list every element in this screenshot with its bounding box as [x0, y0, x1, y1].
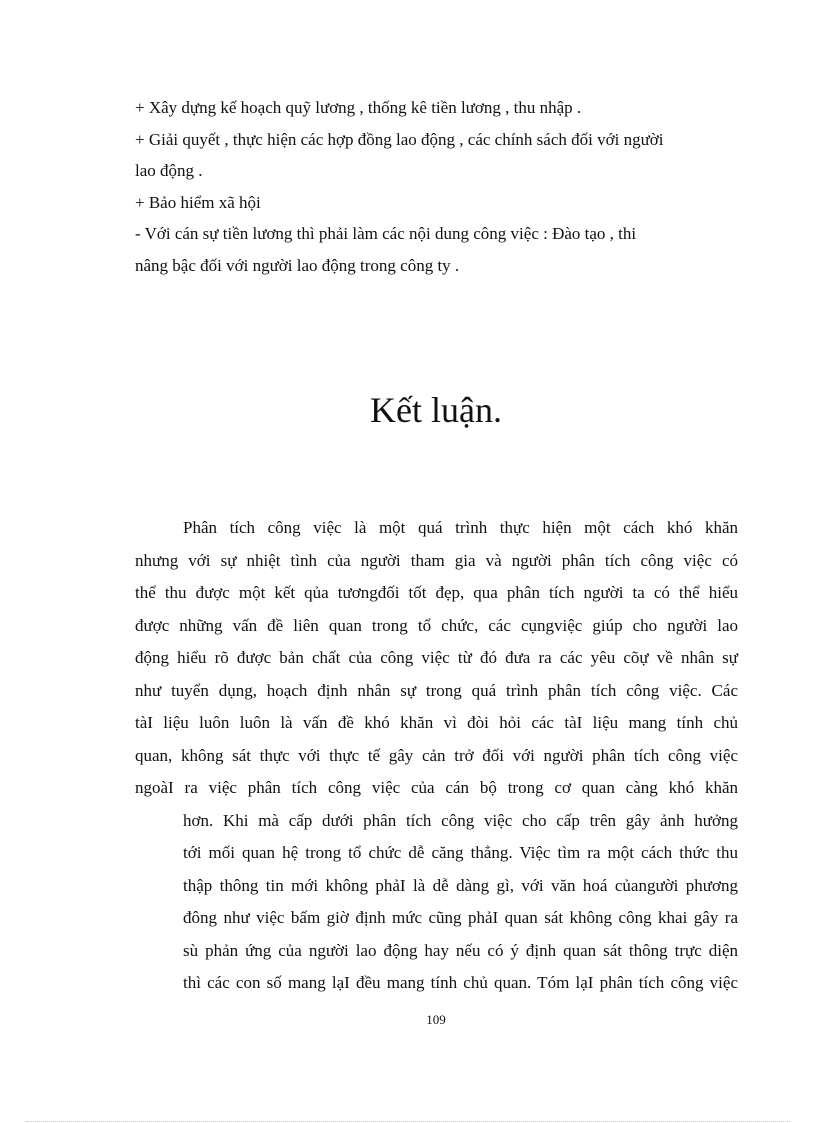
conclusion-paragraph	[135, 512, 738, 1000]
list-line-4: + Bảo hiểm xã hội	[135, 192, 261, 212]
paragraph-line: sù phản ứng của người lao động hay nếu có ý định quan sát thông trực diện	[183, 940, 738, 960]
paragraph-line: thì các con số mang lạI đều mang tính chủ quan. Tóm lạI phân tích công việc	[183, 973, 738, 992]
paragraph-line: hơn. Khi mà cấp dưới phân tích công việc cho cấp trên gây ảnh hưởng	[183, 810, 738, 830]
paragraph-line: như tuyển dụng, hoạch định nhân sự trong quá trình phân tích công việc. Các	[135, 680, 738, 700]
paragraph-line: thập thông tin mới không phảI là dễ dàng gì, với văn hoá củangười phương	[183, 875, 738, 895]
paragraph-line: tàI liệu luôn luôn là vấn đề khó khăn vì đòi hỏi các tàI liệu mang tính chủ	[135, 713, 738, 732]
paragraph-line: đông như việc bấm giờ định mức cũng phảI quan sát không công khai gây ra	[183, 908, 738, 927]
paragraph-line: động hiểu rõ được bản chất của công việc từ đó đưa ra các yêu cõự về nhân sự	[135, 648, 738, 667]
paragraph-line: ngoàI ra việc phân tích công việc của cán bộ trong cơ quan càng khó khăn	[135, 778, 738, 797]
list-line-1: + Xây dựng kế hoạch quỹ lương , thống kê tiền lương , thu nhập .	[135, 98, 582, 117]
paragraph-line: tới mối quan hệ trong tổ chức dễ căng thẳng. Việc tìm ra một cách thức thu	[183, 843, 738, 862]
list-line-5: - Với cán sự tiền lương thì phải làm các nội dung công việc : Đào tạo , thi	[135, 224, 637, 243]
list-line-2: + Giải quyết , thực hiện các hợp đồng lao động , các chính sách đối với người	[135, 129, 664, 149]
paragraph-line: quan, không sát thực với thực tế gây cản trở đối với người phân tích công việc	[135, 745, 738, 765]
task-list	[135, 92, 738, 281]
paragraph-line: Phân tích công việc là một quá trình thực hiện một cách khó khăn	[183, 518, 738, 537]
list-line-6: nâng bậc đối với người lao động trong công ty .	[135, 255, 460, 275]
page-divider	[26, 1121, 790, 1122]
paragraph-line: nhưng với sự nhiệt tình của người tham gia và người phân tích công việc có	[135, 550, 738, 570]
paragraph-line: được những vấn đề liên quan trong tổ chức, các cụngviệc giúp cho người lao	[135, 615, 738, 635]
paragraph-line: thể thu được một kết qủa tươngđối tốt đẹp, qua phân tích người ta có thể hiểu	[135, 583, 738, 602]
section-title: Kết luận.	[370, 390, 502, 430]
page-number: 109	[426, 1012, 446, 1027]
list-line-3: lao động .	[135, 161, 203, 180]
